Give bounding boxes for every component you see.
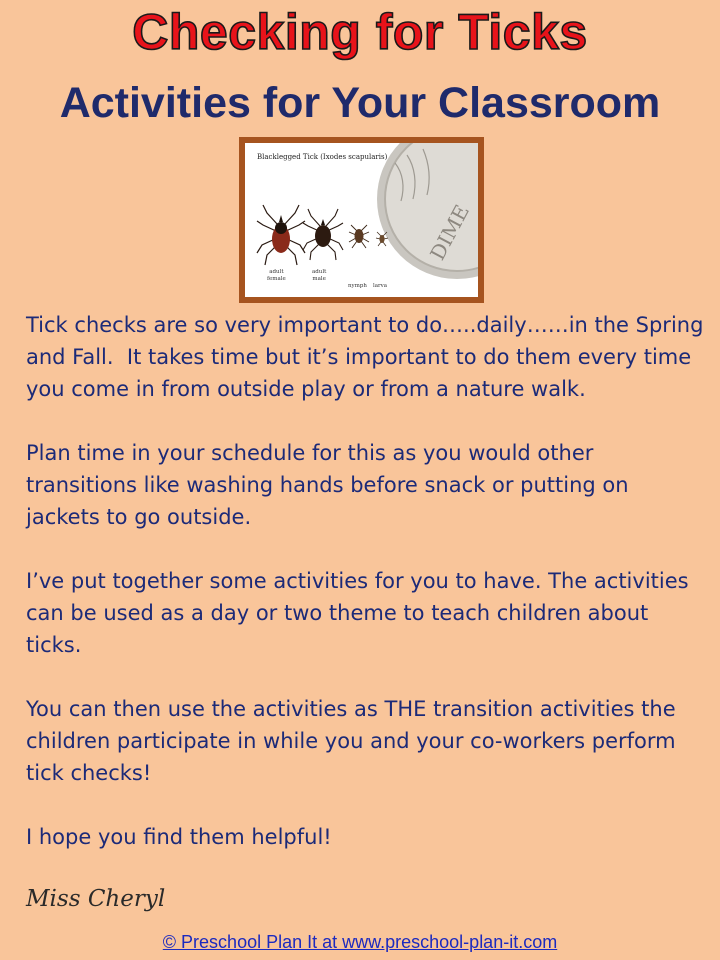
dime-text: DIME (425, 200, 474, 265)
footer (0, 930, 720, 954)
signature: Miss Cheryl (26, 886, 166, 912)
label-adult-female: adult female (267, 269, 286, 282)
paragraph-transition: You can then use the activities as THE transition activities the children participate in while you and your co-workers perform tick checks! (26, 697, 683, 785)
label-adult-male: adult male (312, 269, 327, 282)
paragraph-activities: I’ve put together some activities for you to have. The activities can be used as a day or two theme to teach children about ticks. (26, 569, 696, 657)
tick-nymph (349, 225, 369, 248)
label-nymph: nymph (348, 283, 367, 289)
photo-caption: Blacklegged Tick (Ixodes scapularis) (257, 153, 388, 161)
tick-adult-male (303, 209, 343, 260)
footer-credit-link[interactable]: © Preschool Plan It at www.preschool-plan-it.com (162, 932, 558, 952)
tick-size-photo (245, 143, 478, 297)
tick-photo-frame (239, 137, 484, 303)
page-title: Checking for Ticks (132, 4, 588, 60)
article-body (26, 309, 711, 853)
paragraph-plan-time: Plan time in your schedule for this as you would other transitions like washing hands before snack or putting on jackets to go outside. (26, 441, 636, 529)
paragraph-tick-checks: Tick checks are so very important to do…..daily……in the Spring and Fall. It takes time but it’s important to do them every time you come in from outside play or from a nature walk. (26, 313, 711, 401)
tick-adult-female (257, 205, 305, 265)
label-larva: larva (373, 283, 388, 289)
paragraph-closing: I hope you find them helpful! (26, 825, 332, 849)
page-subtitle: Activities for Your Classroom (59, 79, 661, 127)
